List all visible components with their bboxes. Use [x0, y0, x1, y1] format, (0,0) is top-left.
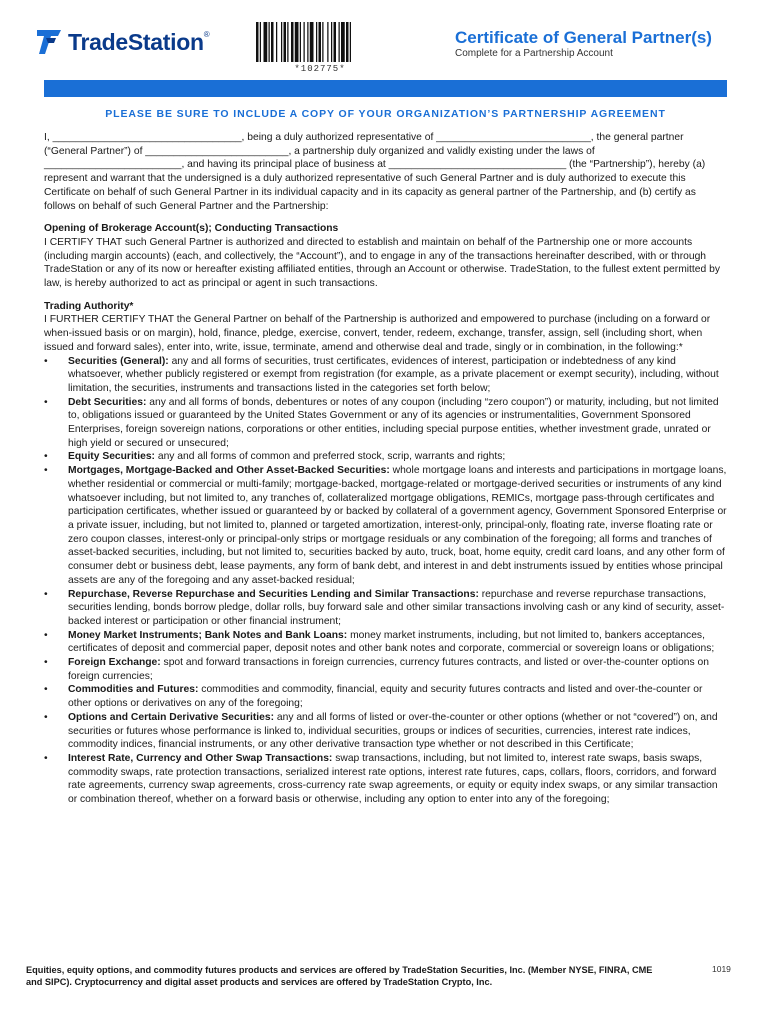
- bullet: •: [44, 465, 48, 477]
- list-term: Foreign Exchange:: [68, 657, 161, 669]
- list-text: any and all forms of securities, trust certificates, evidences of interest, participation or indebtedness of any kind whatsoever, whether publicly registered or exempt from registration (for example, as a private placement or exempt security), including, without limitation, the securities, instruments and transactions listed in the categories set forth below;: [68, 355, 719, 394]
- list-item-foreign-exchange: [44, 656, 727, 683]
- partnership-agreement-notice: PLEASE BE SURE TO INCLUDE A COPY OF YOUR ORGANIZATION’S PARTNERSHIP AGREEMENT: [105, 108, 666, 120]
- footer-disclosure: Equities, equity options, and commodity futures products and services are offered by TradeStation Securities, Inc. (Member NYSE, FINRA, CME and SIPC). Cryptocurrency and digital asset products and services are offered by TradeStation Crypto, Inc.: [26, 965, 653, 987]
- barcode-bar: [341, 22, 345, 62]
- barcode-bar: [287, 22, 288, 62]
- barcode-bar: [269, 22, 270, 62]
- barcode-bar: [264, 22, 268, 62]
- barcode-bar: [310, 22, 314, 62]
- header-divider-band: [44, 80, 727, 97]
- barcode-bar: [350, 22, 351, 62]
- list-item-swaps: [44, 752, 727, 807]
- list-item-repurchase: [44, 588, 727, 629]
- form-revision: 1019: [712, 964, 731, 974]
- certificate-subtitle: Complete for a Partnership Account: [455, 48, 613, 59]
- barcode-bar: [291, 22, 294, 62]
- barcode-bar: [322, 22, 323, 62]
- barcode-bar: [339, 22, 340, 62]
- list-term: Options and Certain Derivative Securities:: [68, 711, 274, 723]
- bullet: •: [44, 752, 48, 764]
- certificate-title: Certificate of General Partner(s): [455, 28, 712, 47]
- barcode-bar: [260, 22, 261, 62]
- list-item-options: [44, 711, 727, 752]
- list-item-debt-securities: [44, 396, 727, 451]
- barcode-bar: [327, 22, 328, 62]
- logo-registered-mark: ®: [203, 29, 210, 39]
- list-item-securities-general: [44, 355, 727, 396]
- list-term: Money Market Instruments; Bank Notes and Bank Loans:: [68, 629, 348, 641]
- list-text: spot and forward transactions in foreign currencies, currency futures contracts, and listed or over-the-counter options on foreign currencies;: [68, 657, 709, 682]
- bullet: •: [44, 711, 48, 723]
- logo-text: TradeStation: [68, 28, 204, 55]
- trading-authority-list: [44, 355, 727, 807]
- bullet: •: [44, 355, 48, 367]
- bullet: •: [44, 396, 48, 408]
- section-trading-title: Trading Authority*: [44, 300, 134, 312]
- list-term: Debt Securities:: [68, 396, 147, 408]
- barcode-bar: [331, 22, 332, 62]
- bullet: •: [44, 629, 48, 641]
- section-opening-title: Opening of Brokerage Account(s); Conducting Transactions: [44, 223, 339, 235]
- barcode-bar: [334, 22, 337, 62]
- list-item-commodities: [44, 683, 727, 710]
- list-term: Interest Rate, Currency and Other Swap Transactions:: [68, 752, 333, 764]
- list-text: whole mortgage loans and interests and participations in mortgage loans, whether residential or commercial or multi-family; mortgage-backed, mortgage-related or mortgage-derived securities or instruments of any kind whatsoever including, but not limited to, any tranches of, collateralized mortgage obligations, REMICs, mortgage pass-through certificates and participation certificates, whether issued or guaranteed by or backed by collateral of a government agency, Government Sponsored Enterprise or a private issuer, including, but not limited to, planned or targeted amortization, interest-only, principal-only, floating rate, inverse floating rate or zero coupon classes, interest-only or principal-only strips or mortgage residuals or any combination of the foregoing; all forms and tranches of asset-backed securities, including, but not limited to, securities backed by auto, truck, boat, home equity, credit card loans, and any other form of consumer debt or business debt, lease payments, any form of bank debt, and interest in and debt instruments issued by entities whose principal assets are any of the foregoing and any asset-backed residual;: [68, 465, 727, 586]
- list-item-mortgages: [44, 464, 727, 587]
- tradestation-logo: [36, 28, 210, 56]
- list-term: Mortgages, Mortgage-Backed and Other Asset-Backed Securities:: [68, 465, 390, 477]
- barcode-bar: [295, 22, 299, 62]
- list-text: money market instruments, including, but not limited to, bankers acceptances, certificates of deposit and commercial paper, deposit notes and other bank notes and corporate, commercial or sovereign loans or obligations;: [68, 629, 715, 655]
- list-text: repurchase and reverse repurchase transactions, securities lending, bonds borrow pledge, dollar rolls, buy forward sale and other similar transactions involving cash or any kind of security, asset-backed interest or participation or other financial instrument;: [68, 588, 725, 627]
- barcode-bar: [300, 22, 301, 62]
- bullet: •: [44, 657, 48, 669]
- certificate-body: [44, 131, 727, 807]
- tradestation-logo-icon: [36, 28, 62, 56]
- page-header: [0, 0, 770, 74]
- list-text: swap transactions, including, but not limited to, interest rate swaps, basis swaps, commodity swaps, rate protection transactions, serialized interest rate options, interest rate futures, caps, collars, floors, corridors, and forward rate agreements, currency swap agreements, cross-currency rate swap agreements, or equity or equity index swaps, or any similar transaction or combination thereof, whether on a forward basis or otherwise, including any option to enter into any of the foregoing;: [68, 752, 718, 806]
- list-item-equity-securities: [44, 450, 727, 464]
- barcode-bar: [319, 22, 322, 62]
- barcode-bar: [284, 22, 287, 62]
- section-trading-text: I FURTHER CERTIFY THAT the General Partner on behalf of the Partnership is authorized and empowered to purchase (including on a forward or when-issued basis or on margin), hold, finance, pledge, exercise, convert, tender, redeem, exchange, transfer, assign, sell (including short, when issued and forward sales), enter into, write, issue, terminate, amend and otherwise deal and trade, singly or in combination, in the following:*: [44, 314, 711, 353]
- list-term: Equity Securities:: [68, 451, 155, 463]
- list-term: Securities (General):: [68, 355, 169, 367]
- list-text: any and all forms of listed or over-the-counter or other options (whether or not “covered”) on, and securities or futures whose performance is linked to, individual securities, groups or indices of securities, currencies, interest rate indices, commodity indices, financial instruments, or any other derivative transaction type whether or not described in this Certificate;: [68, 711, 718, 751]
- bullet: •: [44, 588, 48, 600]
- barcode-bar: [316, 22, 317, 62]
- barcode-bar: [281, 22, 282, 62]
- list-term: Repurchase, Reverse Repurchase and Securities Lending and Similar Transactions:: [68, 588, 479, 600]
- barcode-bar: [276, 22, 277, 62]
- bullet: •: [44, 451, 48, 463]
- barcode: [256, 22, 384, 62]
- barcode-bar: [271, 22, 274, 62]
- list-text: any and all forms of bonds, debentures or notes of any coupon (including “zero coupon”) or maturity, including, but not limited to, obligations issued or guaranteed by the United States Government or any of its agencies or instrumentalities, Government Sponsored Enterprises, foreign sovereign nations, corporations or other entities, including special purpose entities, whether investment grade, unrated or high yield or secured or unsecured;: [68, 396, 719, 449]
- bullet: •: [44, 684, 48, 696]
- list-text: commodities and commodity, financial, equity and security futures contracts and listed and over-the-counter or other options or derivatives on any of the foregoing;: [68, 684, 703, 710]
- intro-paragraph: I, _________________________________, being a duly authorized representative of ___________________________, the general partner (“General Partner”) of _________________________, a partnership duly organized and validly existing under the laws of ________________________, and having its principal place of business at _______________________________ (the “Partnership”), hereby (a) represent and warrant that the undersigned is a duly authorized representative of such General Partner and is duly authorized to execute this Certificate on behalf of such General Partner in its individual capacity and in its capacity as general partner of the Partnership, and (b) certify as follows on behalf of such General Partner and the Partnership:: [44, 132, 706, 212]
- section-opening-text: I CERTIFY THAT such General Partner is authorized and directed to establish and maintain on behalf of the Partnership one or more accounts (including margin accounts) (each, and collectively, the “Account”), and to engage in any of the transactions hereinafter described, with or through TradeStation or any of its now or hereafter existing affiliated entities, through an Account or otherwise. TradeStation, to the fullest extent permitted by law, is hereby authorized to act as principal or agent in such transactions.: [44, 236, 720, 290]
- list-term: Commodities and Futures:: [68, 684, 199, 696]
- barcode-bar: [307, 22, 308, 62]
- barcode-number: *102775*: [294, 64, 346, 74]
- list-text: any and all forms of common and preferred stock, scrip, warrants and rights;: [154, 451, 506, 463]
- barcode-bar: [256, 22, 259, 62]
- list-item-money-market: [44, 629, 727, 656]
- barcode-bar: [346, 22, 349, 62]
- barcode-bar: [304, 22, 305, 62]
